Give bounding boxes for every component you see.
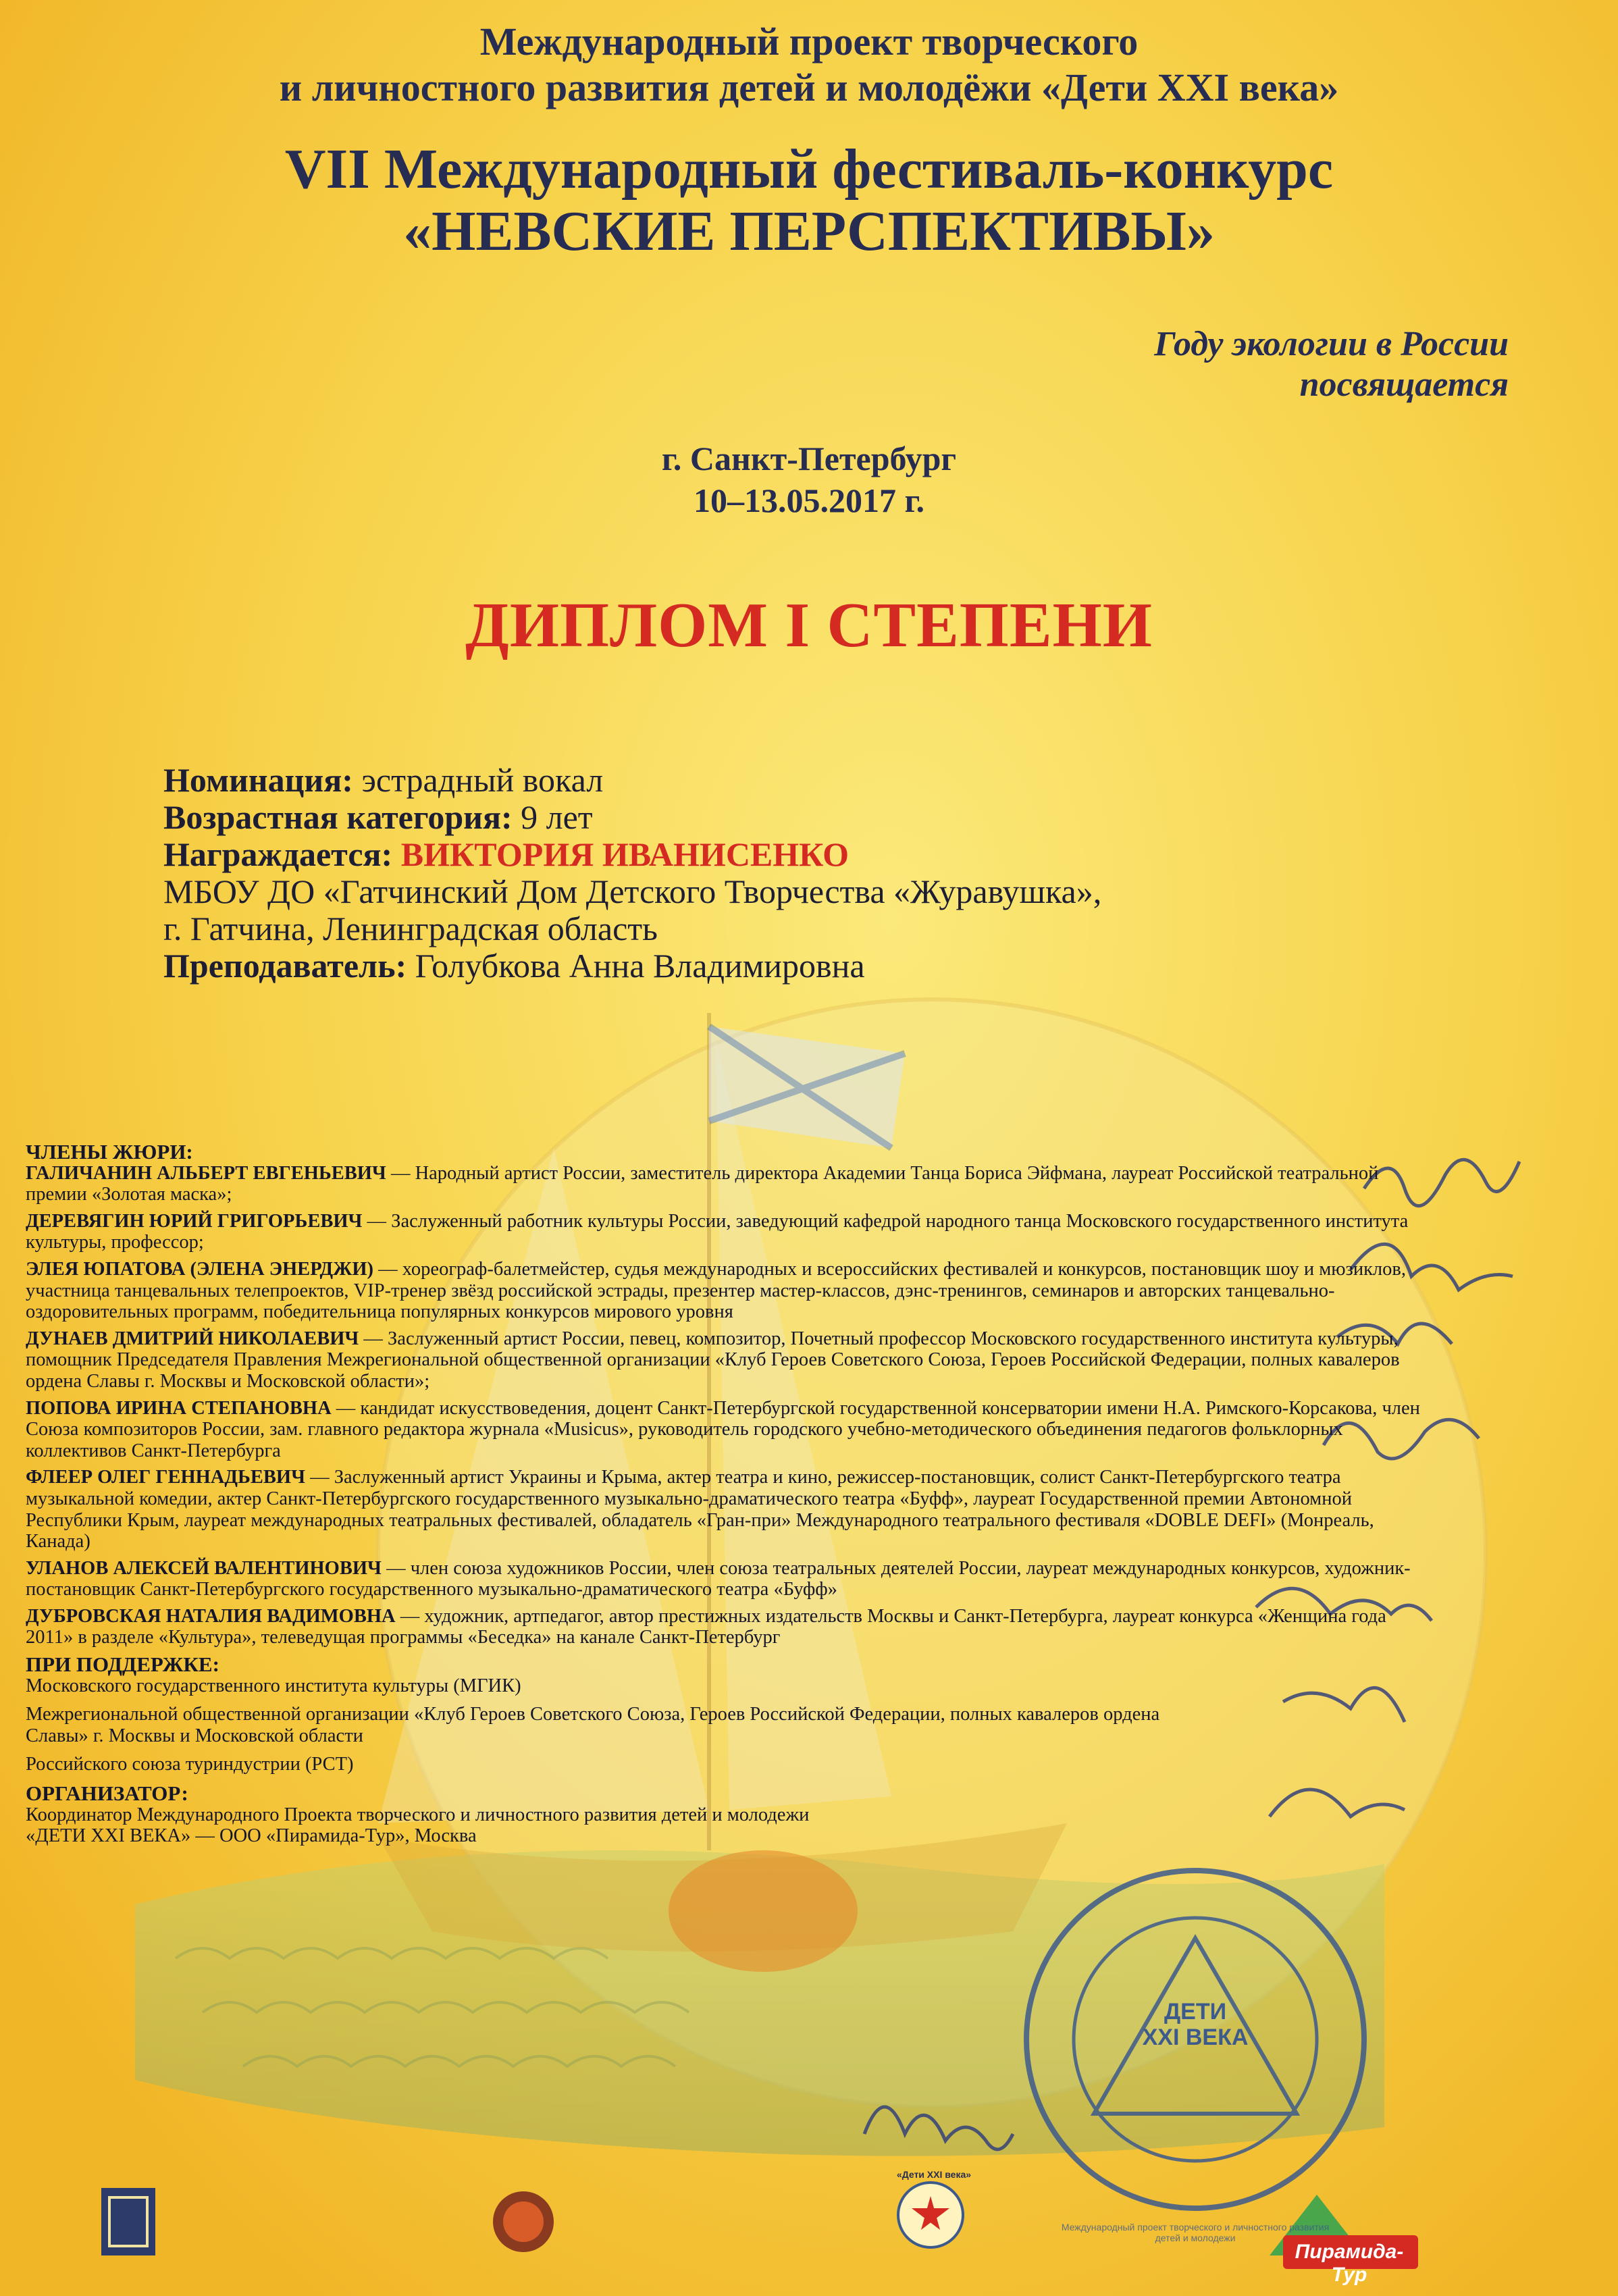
teacher-label: Преподаватель: (163, 947, 407, 985)
jury-member-desc: — художник, артпедагог, автор престижных издательств Москвы и Санкт-Петербурга, лауреат конкурса «Женщина года 2011» в разделе «Культура», телеведущая программы «Беседка» на канале Санкт-Петербург (26, 1605, 1386, 1648)
project-title-line2: и личностного развития детей и молодёжи «Дети XXI века» (279, 66, 1339, 109)
school-line2: г. Гатчина, Ленинградская область (163, 910, 658, 947)
teacher-value: Голубкова Анна Владимировна (415, 947, 865, 985)
project-title (0, 19, 1618, 111)
jury-member-desc: — член союза художников России, член союза театральных деятелей России, лауреат международных конкурсов, художник-постановщик Санкт-Петербургского государственного музыкально-драматического театра «Буфф» (26, 1557, 1411, 1600)
stamp-line2: XXI ВЕКА (1142, 2025, 1249, 2050)
jury-member (26, 1558, 1430, 1600)
jury-list (26, 1163, 1430, 1648)
support-item: Межрегиональной общественной организации «Клуб Героев Советского Союза, Героев Российской Федерации, полных кавалеров ордена Славы» г. Москвы и Московской области (26, 1704, 1160, 1746)
stamp-ring-text: Международный проект творческого и личностного развития детей и молодежи (1061, 2222, 1330, 2243)
school-line1: МБОУ ДО «Гатчинский Дом Детского Творчества «Журавушка», (163, 872, 1102, 910)
diploma-title: ДИПЛОМ I СТЕПЕНИ (465, 590, 1153, 660)
project-title-line1: Международный проект творческого (479, 20, 1139, 63)
jury-member-desc: — кандидат искусствоведения, доцент Санкт-Петербургской государственной консерватории имени Н.А. Римского-Корсакова, член Союза композиторов России, зам. главного редактора журнала «Musicus», руководитель городского учебно-методического объединения педагогов фольклорных коллективов Санкт-Петербурга (26, 1397, 1420, 1461)
jury-member-desc: — Заслуженный работник культуры России, заведующий кафедрой народного танца Московского государственного института культуры, профессор; (26, 1210, 1409, 1253)
jury-member-name: УЛАНОВ АЛЕКСЕЙ ВАЛЕНТИНОВИЧ (26, 1557, 382, 1579)
dedication-line2: посвящается (1299, 365, 1509, 404)
festival-title-line2: «НЕВСКИЕ ПЕРСПЕКТИВЫ» (403, 200, 1215, 263)
organizer-text: Координатор Международного Проекта творческого и личностного развития детей и молодежи «ДЕТИ XXI ВЕКА» — ООО «Пирамида-Тур», Москва (26, 1804, 810, 1847)
award-info (163, 762, 1101, 985)
jury-member (26, 1163, 1430, 1205)
support-item: Московского государственного института культуры (МГИК) (26, 1675, 521, 1696)
event-dates: 10–13.05.2017 г. (693, 481, 925, 519)
nomination-row (163, 762, 1101, 799)
age-value: 9 лет (521, 798, 593, 836)
stamp-center (1107, 1999, 1283, 2050)
event-place (0, 438, 1618, 521)
festival-title-line1: VII Международный фестиваль-конкурс (284, 138, 1334, 201)
jury-member-desc: — Народный артист России, заместитель директора Академии Танца Бориса Эйфмана, лауреат Российской театральной премии «Золотая маска»; (26, 1162, 1379, 1205)
credits-block (26, 1137, 1430, 1854)
age-row (163, 799, 1101, 836)
event-city: г. Санкт-Петербург (661, 440, 957, 477)
stamp-line1: ДЕТИ (1164, 1999, 1227, 2025)
jury-member-name: ДУНАЕВ ДМИТРИЙ НИКОЛАЕВИЧ (26, 1328, 359, 1349)
jury-member-name: ДЕРЕВЯГИН ЮРИЙ ГРИГОРЬЕВИЧ (26, 1210, 363, 1232)
jury-member-name: ГАЛИЧАНИН АЛЬБЕРТ ЕВГЕНЬЕВИЧ (26, 1162, 386, 1184)
jury-member-name: ФЛЕЕР ОЛЕГ ГЕННАДЬЕВИЧ (26, 1467, 305, 1488)
mgik-emblem (101, 2188, 155, 2255)
jury-member-name: ПОПОВА ИРИНА СТЕПАНОВНА (26, 1397, 332, 1419)
awarded-label: Награждается: (163, 835, 393, 873)
festival-title (0, 138, 1618, 263)
awardee-name: ВИКТОРИЯ ИВАНИСЕНКО (400, 835, 850, 873)
jury-member (26, 1398, 1430, 1462)
teacher-row (163, 947, 1101, 985)
jury-member-desc: — хореограф-балетмейстер, судья международных и всероссийских фестивалей и конкурсов, постановщик шоу и мюзиклов, участница танцевальных телепроектов, VIP-тренер звёзд российской эстрады, презентер мастер-классов, дэнс-тренингов, семинаров и авторских танцевально-оздоровительных программ, победительница популярных конкурсов мирового уровня (26, 1258, 1406, 1323)
jury-title: ЧЛЕНЫ ЖЮРИ: (26, 1140, 193, 1164)
support-title: ПРИ ПОДДЕРЖКЕ: (26, 1652, 219, 1677)
nomination-label: Номинация: (163, 761, 353, 799)
jury-member (26, 1467, 1430, 1552)
small-emblem-caption: «Дети XXI века» (896, 2169, 972, 2180)
awarded-row (163, 836, 1101, 873)
nomination-value: эстрадный вокал (361, 761, 604, 799)
jury-member-name: ЭЛЕЯ ЮПАТОВА (ЭЛЕНА ЭНЕРДЖИ) (26, 1258, 374, 1280)
organizer-title: ОРГАНИЗАТОР: (26, 1781, 188, 1806)
dedication (1154, 324, 1509, 405)
jury-member-desc: — Заслуженный артист Украины и Крыма, актер театра и кино, режиссер-постановщик, солист Санкт-Петербургского театра музыкальной комедии, актер Санкт-Петербургского государственного музыкально-драматического театра «Буфф», лауреат Государственной премии Автономной Республики Крым, лауреат международных театральных фестивалей, обладатель «Гран-при» Международного театрального фестиваля «DOBLE DEFI» (Монреаль, Канада) (26, 1467, 1374, 1553)
age-label: Возрастная категория: (163, 798, 513, 836)
support-item: Российского союза туриндустрии (РСТ) (26, 1754, 354, 1775)
jury-member-desc: — Заслуженный артист России, певец, композитор, Почетный профессор Московского государственного института культуры, помощник Председателя Правления Межрегиональной общественной организации «Клуб Героев Советского Союза, Героев Российской Федерации, полных кавалеров ордена Славы г. Москвы и Московской области»; (26, 1328, 1400, 1392)
jury-member (26, 1606, 1430, 1648)
jury-member (26, 1259, 1430, 1323)
jury-member-name: ДУБРОВСКАЯ НАТАЛИЯ ВАДИМОВНА (26, 1605, 396, 1627)
dedication-line1: Году экологии в России (1154, 325, 1509, 363)
pyramid-tour-logo: Пирамида-Тур (1295, 2241, 1404, 2286)
jury-member (26, 1211, 1430, 1253)
jury-member (26, 1328, 1430, 1392)
